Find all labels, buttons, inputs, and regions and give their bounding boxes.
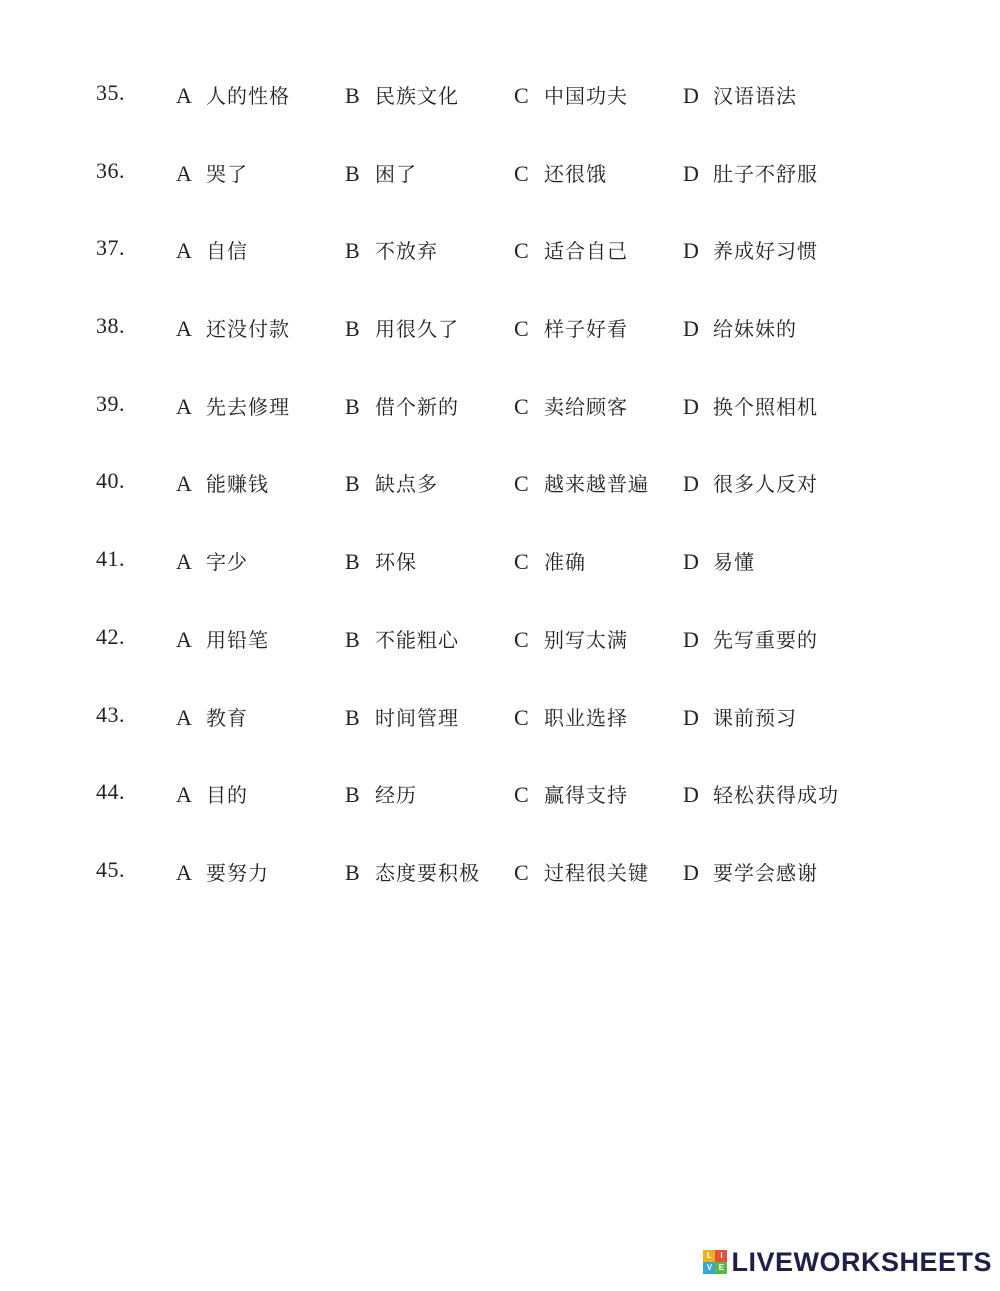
option-text: 汉语语法: [713, 84, 797, 108]
option-c[interactable]: [514, 313, 628, 342]
option-b[interactable]: [345, 391, 459, 420]
option-letter: B: [345, 471, 360, 497]
option-text: 换个照相机: [713, 394, 818, 419]
logo-tile-e: E: [715, 1262, 727, 1274]
option-text: 准确: [544, 550, 586, 575]
option-text: 肚子不舒服: [713, 161, 818, 186]
option-text: 不能粗心: [375, 627, 459, 652]
option-letter: C: [514, 393, 529, 419]
question-number: 36.: [96, 157, 125, 183]
question-row: [0, 833, 1000, 911]
option-letter: C: [514, 238, 529, 264]
logo-tile-i: I: [715, 1250, 727, 1262]
option-letter: C: [514, 471, 529, 497]
option-letter: B: [345, 160, 360, 186]
option-text: 经历: [375, 783, 417, 808]
option-letter: C: [514, 549, 529, 575]
option-letter: A: [176, 782, 192, 808]
option-text: 人的性格: [206, 84, 290, 108]
option-d[interactable]: [683, 468, 818, 497]
option-letter: D: [683, 549, 699, 575]
option-a[interactable]: [176, 857, 269, 886]
option-letter: D: [683, 859, 699, 885]
option-text: 环保: [375, 550, 417, 575]
option-b[interactable]: [345, 468, 438, 497]
option-letter: D: [683, 626, 699, 652]
option-c[interactable]: [514, 624, 628, 653]
option-c[interactable]: [514, 391, 628, 420]
option-d[interactable]: [683, 546, 755, 575]
option-text: 适合自己: [544, 239, 628, 264]
option-letter: B: [345, 549, 360, 575]
option-text: 要学会感谢: [713, 860, 818, 885]
option-text: 缺点多: [375, 472, 438, 497]
option-c[interactable]: [514, 235, 628, 264]
option-a[interactable]: [176, 235, 248, 264]
option-letter: A: [176, 160, 192, 186]
question-row: [0, 600, 1000, 678]
option-c[interactable]: [514, 779, 628, 808]
option-text: 过程很关键: [544, 860, 649, 885]
option-letter: C: [514, 83, 529, 108]
option-letter: D: [683, 704, 699, 730]
option-b[interactable]: [345, 857, 480, 886]
question-number: 35.: [96, 80, 125, 105]
option-b[interactable]: [345, 235, 438, 264]
option-d[interactable]: [683, 158, 818, 187]
logo-tile-l: L: [703, 1250, 715, 1262]
option-d[interactable]: [683, 80, 797, 109]
question-row: [0, 522, 1000, 600]
option-text: 能赚钱: [206, 472, 269, 497]
option-letter: B: [345, 704, 360, 730]
option-letter: C: [514, 859, 529, 885]
option-letter: C: [514, 704, 529, 730]
option-text: 赢得支持: [544, 783, 628, 808]
option-c[interactable]: [514, 468, 649, 497]
option-text: 易懂: [713, 550, 755, 575]
option-a[interactable]: [176, 468, 269, 497]
option-a[interactable]: [176, 546, 248, 575]
option-letter: B: [345, 393, 360, 419]
option-text: 困了: [375, 161, 417, 186]
question-row: [0, 289, 1000, 367]
option-letter: A: [176, 83, 192, 108]
question-row: [0, 755, 1000, 833]
option-text: 先去修理: [206, 394, 290, 419]
option-b[interactable]: [345, 702, 459, 731]
question-row: [0, 367, 1000, 445]
option-letter: B: [345, 238, 360, 264]
option-letter: D: [683, 83, 699, 108]
option-text: 课前预习: [713, 705, 797, 730]
option-letter: A: [176, 471, 192, 497]
question-number: 43.: [96, 701, 125, 727]
option-letter: D: [683, 316, 699, 342]
option-a[interactable]: [176, 313, 290, 342]
question-number: 41.: [96, 546, 125, 572]
option-letter: A: [176, 704, 192, 730]
question-list: [0, 56, 1000, 911]
option-d[interactable]: [683, 391, 818, 420]
option-text: 给妹妹的: [713, 317, 797, 342]
option-a[interactable]: [176, 624, 269, 653]
option-d[interactable]: [683, 235, 818, 264]
option-text: 还很饿: [544, 161, 607, 186]
option-letter: A: [176, 859, 192, 885]
question-number: 42.: [96, 623, 125, 649]
liveworksheets-logo-icon: [703, 1250, 727, 1274]
option-text: 职业选择: [544, 705, 628, 730]
option-text: 态度要积极: [375, 860, 480, 885]
option-letter: B: [345, 83, 360, 108]
question-row: [0, 56, 1000, 134]
logo-tile-v: V: [703, 1262, 715, 1274]
option-text: 时间管理: [375, 705, 459, 730]
option-text: 养成好习惯: [713, 239, 818, 264]
option-d[interactable]: [683, 313, 797, 342]
option-letter: C: [514, 160, 529, 186]
option-letter: B: [345, 316, 360, 342]
option-letter: D: [683, 160, 699, 186]
option-text: 不放弃: [375, 239, 438, 264]
option-letter: A: [176, 549, 192, 575]
option-text: 越来越普遍: [544, 472, 649, 497]
option-a[interactable]: [176, 391, 290, 420]
option-text: 中国功夫: [544, 84, 628, 108]
liveworksheets-logo: [703, 1247, 992, 1277]
option-text: 借个新的: [375, 394, 459, 419]
option-text: 样子好看: [544, 317, 628, 342]
option-letter: B: [345, 782, 360, 808]
option-c[interactable]: [514, 702, 628, 731]
option-text: 目的: [206, 783, 248, 808]
option-text: 字少: [206, 550, 248, 575]
option-text: 卖给顾客: [544, 394, 628, 419]
option-text: 先写重要的: [713, 627, 818, 652]
question-number: 39.: [96, 390, 125, 416]
option-letter: C: [514, 626, 529, 652]
option-c[interactable]: [514, 857, 649, 886]
question-number: 40.: [96, 468, 125, 494]
option-letter: B: [345, 859, 360, 885]
option-a[interactable]: [176, 779, 248, 808]
option-letter: C: [514, 316, 529, 342]
option-letter: A: [176, 238, 192, 264]
option-letter: A: [176, 626, 192, 652]
logo-wordmark: LIVEWORKSHEETS: [731, 1246, 992, 1277]
option-c[interactable]: [514, 546, 586, 575]
option-b[interactable]: [345, 158, 417, 187]
option-letter: B: [345, 626, 360, 652]
question-number: 45.: [96, 856, 125, 882]
option-b[interactable]: [345, 779, 417, 808]
option-b[interactable]: [345, 80, 459, 109]
option-d[interactable]: [683, 779, 839, 808]
option-text: 轻松获得成功: [713, 783, 839, 808]
option-letter: D: [683, 393, 699, 419]
option-text: 自信: [206, 239, 248, 264]
option-letter: C: [514, 782, 529, 808]
option-text: 别写太满: [544, 627, 628, 652]
option-text: 哭了: [206, 161, 248, 186]
option-letter: A: [176, 316, 192, 342]
question-row: [0, 444, 1000, 522]
option-text: 用很久了: [375, 317, 459, 342]
option-d[interactable]: [683, 702, 797, 731]
option-text: 要努力: [206, 860, 269, 885]
option-letter: D: [683, 782, 699, 808]
option-b[interactable]: [345, 624, 459, 653]
option-a[interactable]: [176, 702, 248, 731]
option-text: 用铅笔: [206, 627, 269, 652]
question-row: [0, 211, 1000, 289]
question-number: 37.: [96, 235, 125, 261]
option-letter: D: [683, 471, 699, 497]
option-a[interactable]: [176, 80, 290, 109]
option-text: 民族文化: [375, 84, 459, 108]
option-text: 还没付款: [206, 317, 290, 342]
question-row: [0, 678, 1000, 756]
option-c[interactable]: [514, 158, 607, 187]
option-b[interactable]: [345, 546, 417, 575]
option-letter: D: [683, 238, 699, 264]
option-text: 很多人反对: [713, 472, 818, 497]
option-a[interactable]: [176, 158, 248, 187]
option-letter: A: [176, 393, 192, 419]
question-number: 38.: [96, 313, 125, 339]
option-text: 教育: [206, 705, 248, 730]
option-d[interactable]: [683, 857, 818, 886]
option-c[interactable]: [514, 80, 628, 109]
question-number: 44.: [96, 779, 125, 805]
question-row: [0, 134, 1000, 212]
option-b[interactable]: [345, 313, 459, 342]
option-d[interactable]: [683, 624, 818, 653]
